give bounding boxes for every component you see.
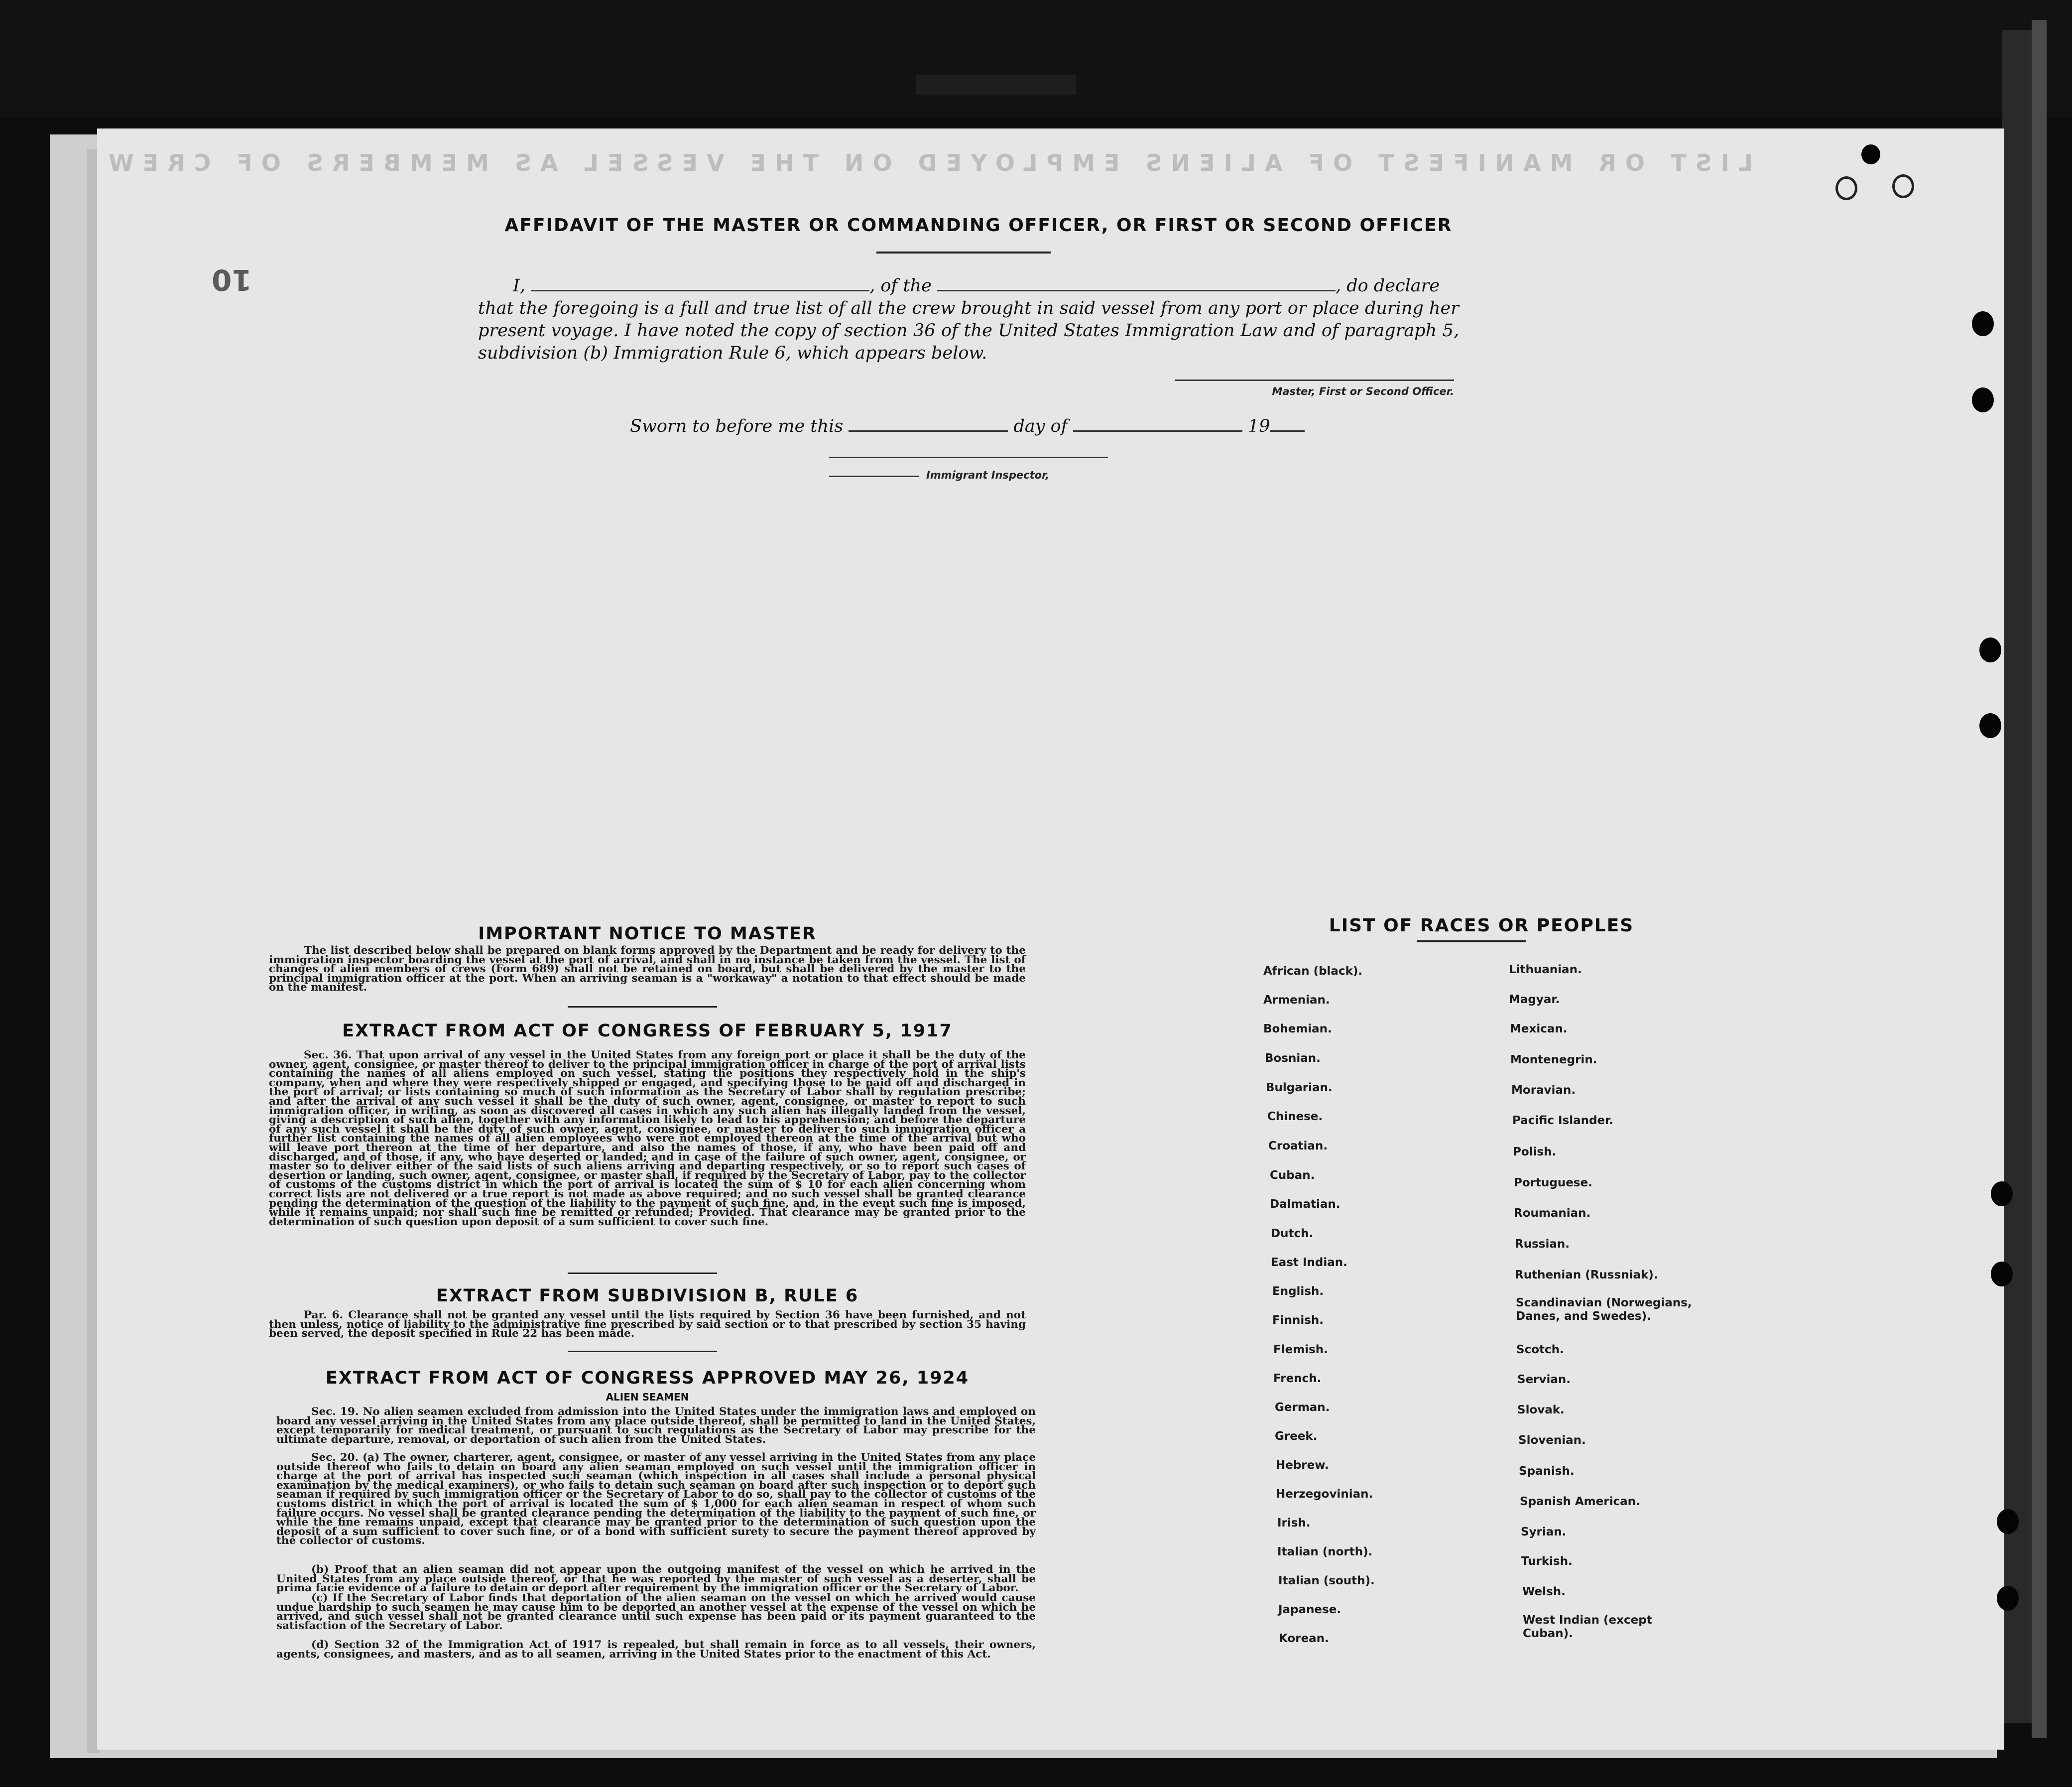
race-item: Bohemian.: [1263, 1022, 1332, 1035]
affidavit-title: AFFIDAVIT OF THE MASTER OR COMMANDING OFFICER, OR FIRST OR SECOND OFFICER: [504, 215, 1453, 236]
race-item: Welsh.: [1522, 1585, 1566, 1598]
extract-rule6-rule: [568, 1351, 717, 1352]
extract-1924-sec20d: (d) Section 32 of the Immigration Act of 1917 is repealed, but shall remain in force as to all vessels, their owners, agents, consignees, and masters, and as to all seamen, arriving in the United States prior to the enactment of this Act.: [276, 1639, 1036, 1660]
punch-hole: [1997, 1586, 2019, 1611]
race-item: Mexican.: [1510, 1022, 1568, 1035]
decl-i: I,: [513, 276, 525, 296]
race-item: German.: [1275, 1401, 1330, 1414]
race-item: Lithuanian.: [1509, 963, 1582, 976]
race-item: Japanese.: [1278, 1603, 1341, 1616]
race-item: Bulgarian.: [1266, 1081, 1333, 1094]
race-item: Dalmatian.: [1270, 1198, 1341, 1211]
affidavit-title-rule: [876, 252, 1051, 254]
race-item: Dutch.: [1271, 1227, 1314, 1240]
bleed-through-text: LIST OR MANIFEST OF ALIENS EMPLOYED ON THE VESSEL AS MEMBERS OF CREW: [99, 149, 1753, 176]
race-item: Montenegrin.: [1510, 1053, 1597, 1066]
race-item: Polish.: [1513, 1146, 1557, 1158]
punch-hole: [1835, 176, 1857, 200]
race-item: Spanish American.: [1520, 1495, 1640, 1508]
race-item: Servian.: [1517, 1373, 1571, 1386]
inspector-line-short: [829, 476, 919, 477]
race-item: Croatian.: [1268, 1140, 1328, 1152]
race-item: Hebrew.: [1276, 1459, 1329, 1472]
punch-hole: [1972, 311, 1994, 336]
punch-hole: [1979, 713, 2001, 738]
sworn-prefix: Sworn to before me this: [630, 416, 844, 436]
race-item: French.: [1273, 1372, 1322, 1385]
punch-hole: [1979, 638, 2001, 662]
extract-rule6-title: EXTRACT FROM SUBDIVISION B, RULE 6: [436, 1286, 859, 1306]
race-item: Flemish.: [1273, 1343, 1328, 1356]
races-title: LIST OF RACES OR PEOPLES: [1329, 915, 1634, 936]
margin-number: 10: [212, 263, 252, 297]
race-item: Chinese.: [1267, 1110, 1323, 1123]
race-item: Armenian.: [1263, 994, 1330, 1007]
sworn-line: [630, 416, 1377, 436]
sworn-day-of: day of: [1013, 416, 1068, 436]
race-item: Syrian.: [1521, 1526, 1567, 1538]
notice-title: IMPORTANT NOTICE TO MASTER: [478, 924, 817, 944]
punch-hole: [1991, 1181, 2013, 1206]
race-item: Korean.: [1279, 1632, 1329, 1645]
extract-1924-sec20b: (b) Proof that an alien seaman did not appear upon the outgoing manifest of the vessel on which he arrived in the United States from any place outside thereof, or that he was reported by the master of such vessel as a deserter, shall be prima facie evidence of a failure to detain or deport after requirement by the immigration officer or the Secretary of Labor.: [276, 1563, 1036, 1595]
decl-of-the: , of the: [869, 276, 932, 296]
race-item: English.: [1272, 1285, 1324, 1298]
notice-body: The list described below shall be prepared on blank forms approved by the Department and be ready for delivery to the immigration inspector boarding the vessel at the port of arrival, and shall in no instance be taken from the vessel. The list of changes of alien members of crews (Form 689) shall not be retained on board, but shall be delivered by the master to the principal immigration officer at the port. When an arriving seaman is a "workaway" a notation to that effect should be made on the manifest.: [269, 944, 1026, 994]
race-item: Greek.: [1275, 1430, 1318, 1443]
race-item: Irish.: [1277, 1517, 1311, 1530]
inspector-caption: Immigrant Inspector,: [926, 469, 1050, 481]
signature-line: [1175, 380, 1454, 381]
race-item: Turkish.: [1521, 1555, 1573, 1568]
decl-body: that the foregoing is a full and true list of all the crew brought in said vessel from any port or place during her present voyage. I have noted the copy of section 36 of the United States Immigration Law and of paragraph 5, subdivision (b) Immigration Rule 6, which appears below.: [478, 298, 1459, 363]
race-item: Slovenian.: [1518, 1434, 1586, 1447]
race-item: Magyar.: [1509, 993, 1560, 1006]
scan-border-right-outer: [2032, 20, 2047, 1738]
race-item: Roumanian.: [1514, 1207, 1591, 1220]
binder-tab: [916, 75, 1076, 95]
race-item: African (black).: [1263, 965, 1363, 978]
affidavit-declaration: [478, 275, 1459, 365]
extract-1917-body: Sec. 36. That upon arrival of any vessel in the United States from any foreign port or place it shall be the duty of the owner, agent, consignee, or master thereof to deliver to the principal immigration officer in charge of the port of arrival lists containing the names of all aliens employed on such vessel, stating the positions they respectively hold in the ship's company, when and where they were respectively shipped or engaged, and specifying those to be paid off and discharged in the port of arrival; or lists containing so much of such information as the Secretary of Labor shall by regulation prescribe; and after the arrival of any such vessel it shall be the duty of such owner, agent, consignee, or master to report to such immigration officer, in writing, as soon as discovered all cases in which any such alien has illegally landed from the vessel, giving a description of such alien, together with any information likely to lead to his apprehension; and before the departure of any such vessel it shall be the duty of such owner, agent, consignee, or master to deliver to such immigration officer a further list containing the names of all alien employees who were not employed thereon at the time of the arrival but who will leave port thereon at the time of her departure, and also the names of those, if any, who have been paid off and discharged, and of those, if any, who have deserted or landed; and in case of the failure of such owner, agent, consignee, or master so to deliver either of the said lists of such aliens arriving and departing respectively, or so to report such cases of desertion or landing, such owner, agent, consignee, or master shall, if required by the Secretary of Labor, pay to the collector of customs of the customs district in which the port of arrival is located the sum of $ 10 for each alien concerning whom correct lists are not delivered or a true report is not made as above required; and no such vessel shall be granted clearance pending the determination of the question of the liability to the payment of such fine, and, in the event such fine is imposed, while it remains unpaid; nor shall such fine be remitted or refunded; Provided. That clearance may be granted prior to the determination of such question upon deposit of a sum sufficient to cover such fine.: [269, 1049, 1026, 1228]
race-item: Scandinavian (Norwegians, Danes, and Swedes).: [1516, 1296, 1692, 1323]
sworn-year-blank: [1270, 418, 1305, 432]
race-item: Pacific Islander.: [1512, 1114, 1613, 1127]
punch-hole: [1861, 144, 1880, 164]
scan-border-top: [0, 0, 2072, 117]
race-item: Italian (south).: [1278, 1574, 1375, 1587]
extract-1917-title: EXTRACT FROM ACT OF CONGRESS OF FEBRUARY 5, 1917: [342, 1021, 953, 1041]
extract-1924-sec20c: (c) If the Secretary of Labor finds that deportation of the alien seaman on the vessel on which he arrived would cause undue hardship to such seamen he may cause him to be deported an another vessel at the expense of the vessel on which he arrived, and such vessel shall not be granted clearance until such expense has been paid or its payment guaranteed to the satisfaction of the Secretary of Labor.: [276, 1592, 1036, 1632]
race-item: West Indian (except Cuban).: [1523, 1614, 1652, 1640]
decl-do-declare: , do declare: [1335, 276, 1440, 296]
extract-1924-title: EXTRACT FROM ACT OF CONGRESS APPROVED MAY 26, 1924: [325, 1368, 970, 1388]
name-blank: [531, 277, 869, 291]
race-item: Finnish.: [1272, 1314, 1324, 1327]
race-item: Russian.: [1515, 1238, 1570, 1251]
vessel-blank: [937, 277, 1336, 291]
inspector-line: [829, 457, 1108, 458]
sworn-year: 19: [1247, 416, 1270, 436]
punch-hole: [1892, 174, 1914, 198]
scan-border-right: [2002, 30, 2032, 1723]
notice-rule: [568, 1006, 717, 1008]
extract-1924-sec20a: Sec. 20. (a) The owner, charterer, agent, consignee, or master of any vessel arriving in the United States from any place outside thereof who fails to detain on board any alien seaman employed on such vessel until the immigration officer in charge at the port of arrival has inspected such seaman (which inspection in all cases shall include a personal physical examination by the medical examiners), or who fails to detain such seaman on board after such inspection or to deport such seaman if required by such immigration officer or the Secretary of Labor to do so, shall pay to the collector of customs of the customs district in which the port of arrival is located the sum of $ 1,000 for each alien seaman in respect of whom such failure occurs. No vessel shall be granted clearance pending the determination of the liability to the payment of such fine, or while the fine remains unpaid, except that clearance may be granted prior to the determination of such question upon the deposit of a sum sufficient to cover such fine, or of a bond with sufficient surety to secure the payment thereof approved by the collector of customs.: [276, 1451, 1036, 1547]
race-item: Cuban.: [1270, 1169, 1315, 1182]
race-item: Scotch.: [1516, 1343, 1564, 1356]
extract-rule6-body: Par. 6. Clearance shall not be granted any vessel until the lists required by Section 36 have been furnished, and not then unless, notice of liability to the administrative fine prescribed by said section or to that prescribed by section 35 having been served, the deposit specified in Rule 22 has been made.: [269, 1309, 1026, 1340]
signature-caption: Master, First or Second Officer.: [1272, 385, 1454, 397]
race-item: Herzegovinian.: [1276, 1488, 1373, 1501]
punch-hole: [1997, 1509, 2019, 1534]
punch-hole: [1972, 387, 1994, 412]
sworn-day-blank: [849, 418, 1008, 432]
race-item: Moravian.: [1511, 1084, 1576, 1097]
races-title-rule: [1417, 940, 1526, 942]
sworn-month-blank: [1073, 418, 1242, 432]
extract-1924-sec19: Sec. 19. No alien seamen excluded from admission into the United States under the immigration laws and employed on board any vessel arriving in the United States from any place outside thereof, shall be permitted to land in the United States, except temporarily for medical treatment, or pursuant to such regulations as the Secretary of Labor may prescribe for the ultimate departure, removal, or deportation of such alien from the United States.: [276, 1405, 1036, 1446]
extract-1917-rule: [568, 1273, 717, 1274]
extract-1924-subtitle: ALIEN SEAMEN: [606, 1391, 689, 1403]
race-item: Italian (north).: [1277, 1545, 1373, 1558]
race-item: Portuguese.: [1514, 1176, 1592, 1189]
race-item: Slovak.: [1517, 1404, 1565, 1416]
race-item: Spanish.: [1519, 1465, 1575, 1478]
race-item: Bosnian.: [1265, 1052, 1321, 1065]
race-item: East Indian.: [1271, 1256, 1347, 1269]
race-item: Ruthenian (Russniak).: [1515, 1269, 1658, 1281]
punch-hole: [1991, 1262, 2013, 1286]
